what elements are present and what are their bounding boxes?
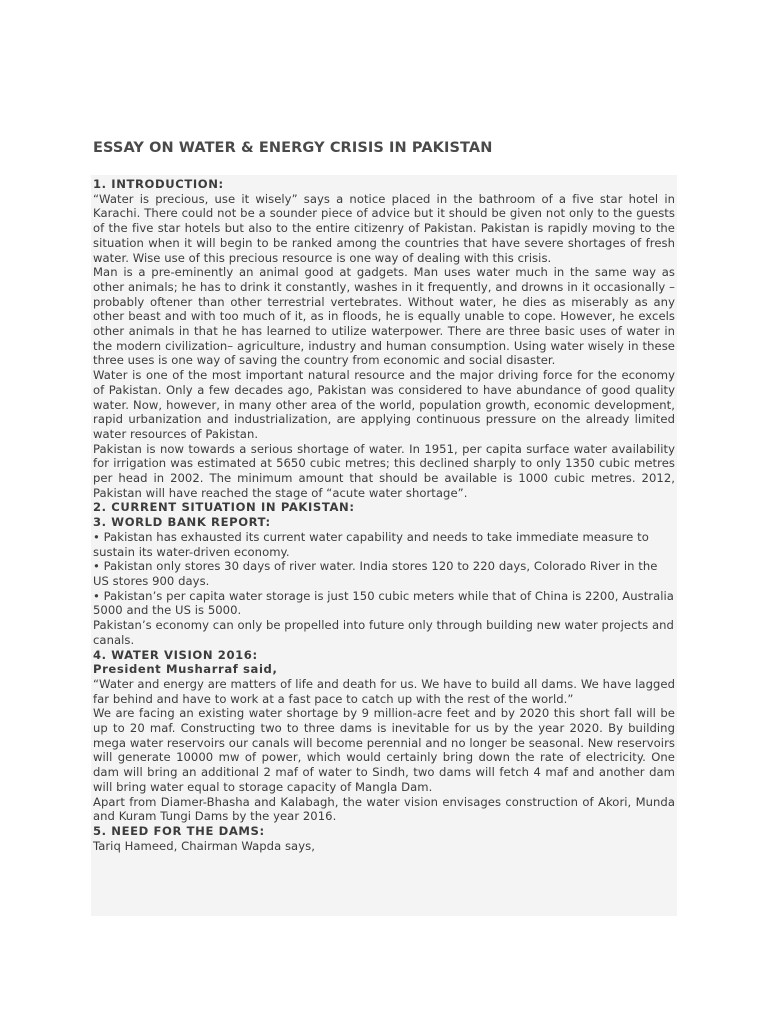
section-heading-introduction: 1. INTRODUCTION: [93,177,224,191]
paragraph-intro-notice: “Water is precious, use it wisely” says a notice placed in the bathroom of a five star hotel in Karachi. There could not be a sounder piece of advice but it should be given not only to the guests of the five star hotels but also to the entire citizenry of Pakistan. Pakistan is rapidly moving to the situation when it will begin to be ranked among the countries that have severe shortages of fresh water. Wise use of this precious resource is one way of dealing with this crisis. [93,191,675,265]
paragraph-man-and-water: Man is a pre-eminently an animal good at gadgets. Man uses water much in the same way as other animals; he has to drink it constantly, washes in it frequently, and drowns in it occasionally – probably oftener than other terrestrial vertebrates. Without water, he dies as miserably as any other beast and with too much of it, as in floods, he is equally unable to cope. However, he excels other animals in that he has learned to utilize waterpower. There are three basic uses of water in the modern civilization– agriculture, industry and human consumption. Using water wisely in these three uses is one way of saving the country from economic and social disaster. [93,265,675,368]
section-heading-world-bank-report: 3. WORLD BANK REPORT: [93,515,271,530]
section-heading-current-situation: 2. CURRENT SITUATION IN PAKISTAN: [93,500,355,515]
bullet-exhausted-capability: • Pakistan has exhausted its current water capability and needs to take immediate measure to sustain its water-driven economy. [93,529,649,559]
section-heading-need-for-dams: 5. NEED FOR THE DAMS: [93,823,265,838]
bullet-river-storage: • Pakistan only stores 30 days of river water. India stores 120 to 220 days, Colorado River in the US stores 900 days. [93,559,658,588]
paragraph-president-quote: “Water and energy are matters of life and death for us. We have to build all dams. We have lagged far behind and have to work at a fast pace to catch up with the rest of the world.” [93,676,675,706]
paragraph-shortage-statistics: Pakistan is now towards a serious shortage of water. In 1951, per capita surface water availability for irrigation was estimated at 5650 cubic metres; this declined sharply to only 1350 cubic metres per head in 2002. The minimum amount that should be available is 1000 cubic metres. 2012, Pakistan will have reached the stage of “acute water shortage”. [93,441,675,500]
essay-body [91,175,677,916]
paragraph-natural-resource: Water is one of the most important natural resource and the major driving force for the economy of Pakistan. Only a few decades ago, Pakistan was considered to have abundance of good quality water. Now, however, in many other area of the world, population growth, economic development, rapid urbanization and industrialization, are applying continuous pressure on the already limited water resources of Pakistan. [93,368,675,441]
subheading-president-said: President Musharraf said, [93,662,278,677]
paragraph-water-shortage-dams: We are facing an existing water shortage by 9 million-acre feet and by 2020 this short fall will be up to 20 maf. Constructing two to three dams is inevitable for us by the year 2020. By building mega water reservoirs our canals will become perennial and no longer be seasonal. New reservoirs will generate 10000 mw of power, which would certainly bring down the rate of electricity. One dam will bring an additional 2 maf of water to Sindh, two dams will fetch 4 maf and another dam will bring water equal to storage capacity of Mangla Dam. [93,706,675,794]
paragraph-economy-propelled: Pakistan’s economy can only be propelled into future only through building new water projects and canals. [93,618,674,647]
section-heading-water-vision: 4. WATER VISION 2016: [93,647,258,662]
bullet-per-capita-storage: • Pakistan’s per capita water storage is just 150 cubic meters while that of China is 2200, Australia 5000 and the US is 5000. [93,588,674,618]
paragraph-chairman-wapda: Tariq Hameed, Chairman Wapda says, [93,838,315,853]
paragraph-other-dams: Apart from Diamer-Bhasha and Kalabagh, the water vision envisages construction of Akori, Munda and Kuram Tungi Dams by the year 2016. [93,794,675,824]
essay-title: ESSAY ON WATER & ENERGY CRISIS IN PAKISTAN [93,140,493,156]
